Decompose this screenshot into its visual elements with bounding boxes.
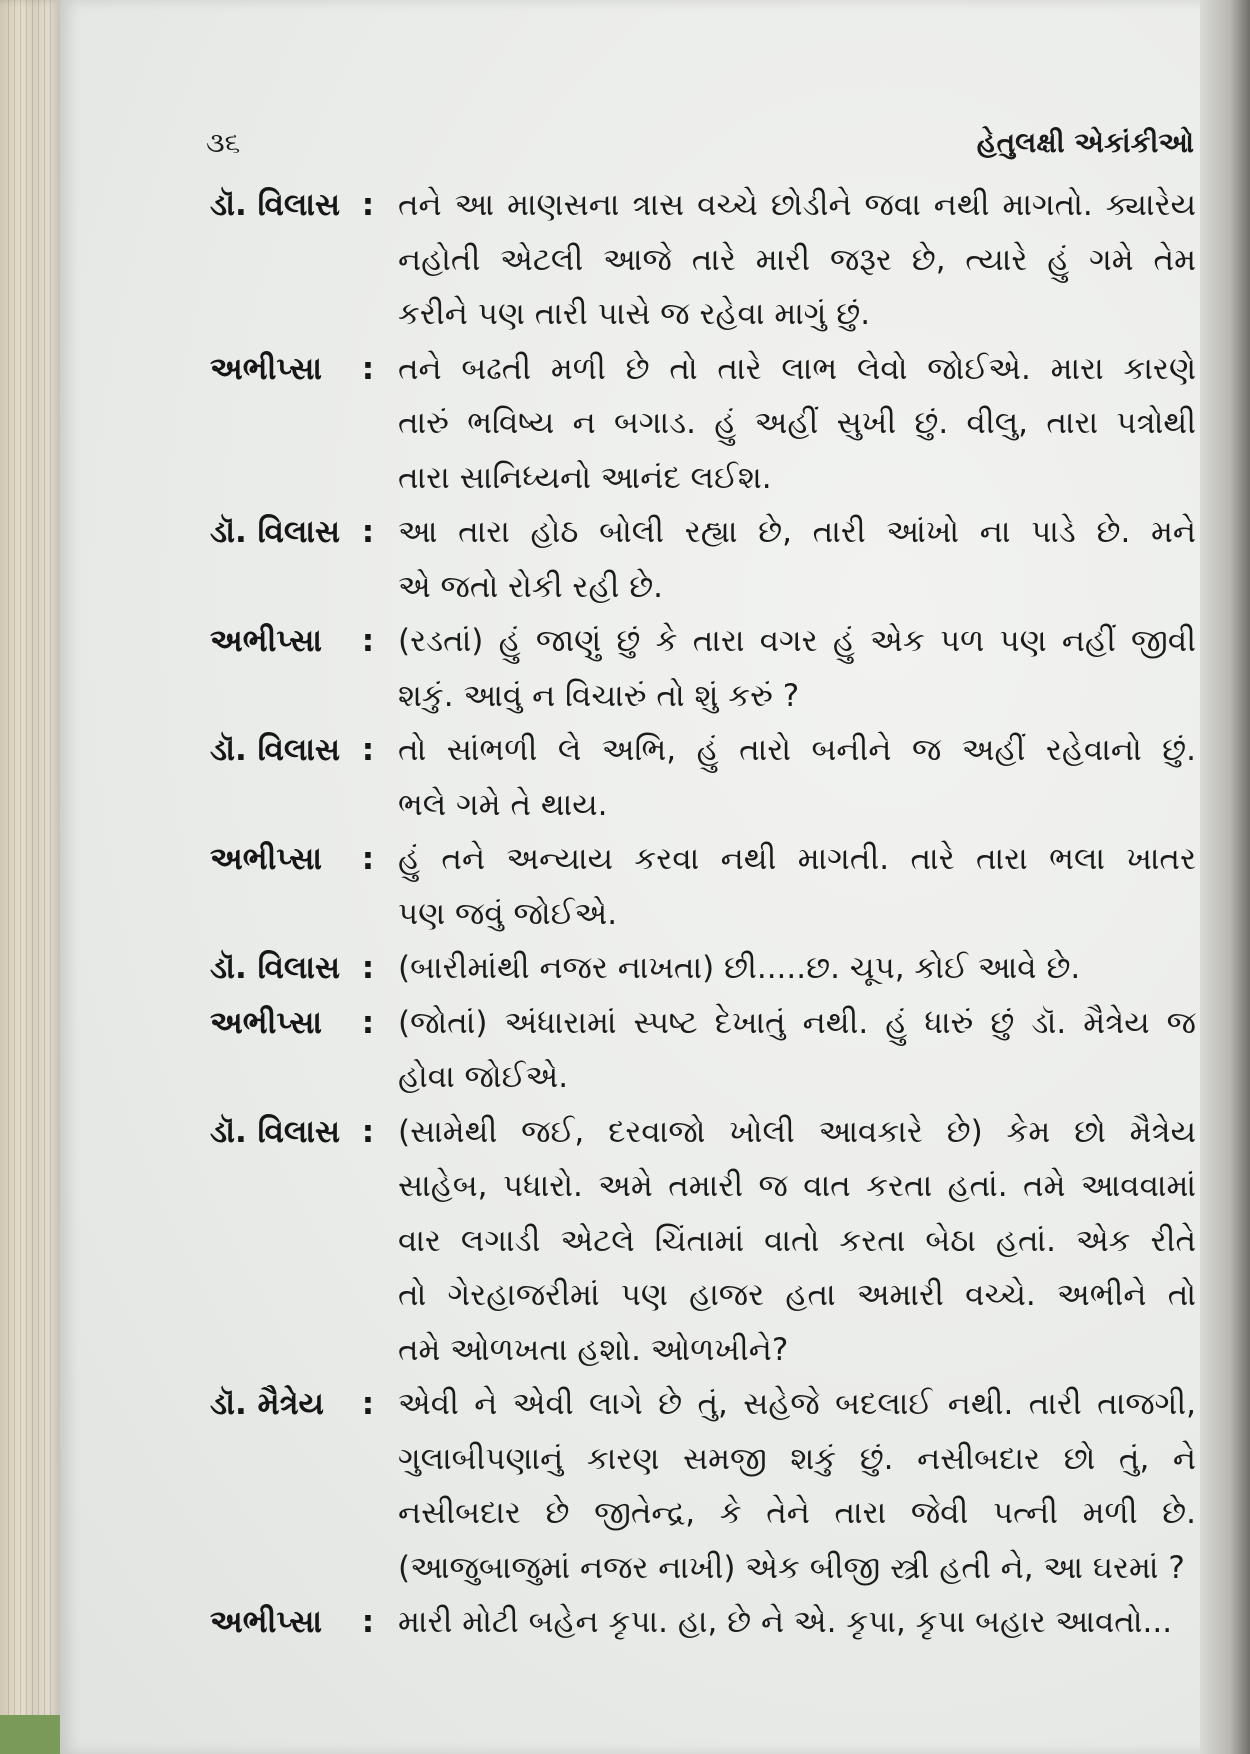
speech-line: તને આ માણસના ત્રાસ વચ્ચે છોડીને જવા નથી માગતો. ક્યારેય: [398, 187, 1196, 223]
speaker-colon: :: [361, 1004, 375, 1041]
speaker-name: અભીપ્સા: [210, 623, 323, 659]
speaker-name: અભીપ્સા: [210, 350, 323, 387]
dialogue-entry: [210, 1377, 1196, 1595]
speaker-colon: :: [361, 514, 375, 550]
speaker-name: અભીપ્સા: [210, 841, 323, 877]
speech-line: (જોતાં) અંધારામાં સ્પષ્ટ દેખાતું નથી. હું ધારું છું ડૉ. મૈત્રેય જ: [398, 1004, 1196, 1041]
speaker-name: ડૉ. વિલાસ: [210, 1113, 341, 1150]
speech-text: [398, 832, 1196, 941]
page-header: [206, 126, 1194, 166]
speech-line: (બારીમાંથી નજર નાખતા) છી.....છ. ચૂપ, કોઈ આવે છે.: [398, 950, 1081, 986]
speech-text: [398, 342, 1196, 506]
speech-line: પણ જવું જોઈએ.: [398, 895, 618, 932]
speaker-colon: :: [361, 950, 375, 986]
speaker-colon: :: [361, 350, 375, 387]
speaker-colon: :: [361, 187, 375, 223]
page-number: ૩૬: [206, 126, 241, 159]
dialogue-entry: [210, 342, 1196, 506]
speech-line: (આજુબાજુમાં નજર નાખી) એક બીજી સ્ત્રી હતી ને, આ ઘરમાં ?: [398, 1549, 1185, 1586]
speaker-name: અભીપ્સા: [210, 1604, 323, 1640]
dialogue-entry: [210, 941, 1196, 996]
speech-line: નસીબદાર છે જીતેન્દ્ર, કે તેને તારા જેવી પત્ની મળી છે.: [398, 1495, 1196, 1531]
speech-line: હોવા જોઈએ.: [398, 1059, 569, 1095]
speech-line: તને બઢતી મળી છે તો તારે લાભ લેવો જોઈએ. મારા કારણે: [398, 350, 1196, 387]
speech-text: [398, 723, 1196, 832]
speaker-colon: :: [361, 732, 375, 768]
speech-line: એવી ને એવી લાગે છે તું, સહેજે બદલાઈ નથી. તારી તાજગી,: [398, 1386, 1196, 1422]
speech-line: (સામેથી જઈ, દરવાજો ખોલી આવકારે છે) કેમ છો મૈત્રેય: [398, 1113, 1196, 1150]
speaker-name: ડૉ. વિલાસ: [210, 950, 341, 986]
speech-text: [398, 614, 1196, 723]
speaker-name: અભીપ્સા: [210, 1004, 323, 1041]
speech-line: વાર લગાડી એટલે ચિંતામાં વાતો કરતા બેઠા હતાં. એક રીતે: [398, 1222, 1196, 1259]
speech-line: આ તારા હોઠ બોલી રહ્યા છે, તારી આંખો ના પાડે છે. મને: [398, 514, 1196, 550]
speech-text: [398, 178, 1196, 342]
speaker-name: ડૉ. મૈત્રેય: [210, 1386, 324, 1422]
speech-line: કરીને પણ તારી પાસે જ રહેવા માગું છું.: [398, 296, 871, 332]
speech-line: તારું ભવિષ્ય ન બગાડ. હું અહીં સુખી છું. વીલુ, તારા પત્રોથી: [398, 405, 1196, 441]
dialogue-entry: [210, 832, 1196, 941]
book-right-edge: [1200, 0, 1250, 1754]
dialogue-body: [210, 178, 1196, 1650]
speech-text: [398, 505, 1196, 614]
speech-line: તો સાંભળી લે અભિ, હું તારો બનીને જ અહીં રહેવાનો છું.: [398, 732, 1196, 768]
speech-line: ભલે ગમે તે થાય.: [398, 786, 608, 823]
speech-line: તો ગેરહાજરીમાં પણ હાજર હતા અમારી વચ્ચે. અભીને તો: [398, 1277, 1196, 1313]
dialogue-entry: [210, 1105, 1196, 1378]
speaker-colon: :: [361, 1113, 375, 1150]
speech-line: શકું. આવું ન વિચારું તો શું કરું ?: [398, 677, 800, 714]
speech-line: તારા સાનિધ્યનો આનંદ લઈશ.: [398, 459, 772, 496]
book-cover-edge: [0, 1715, 60, 1754]
speaker-colon: :: [361, 1604, 375, 1640]
dialogue-entry: [210, 723, 1196, 832]
speech-line: મારી મોટી બહેન કૃપા. હા, છે ને એ. કૃપા, કૃપા બહાર આવતો...: [398, 1604, 1173, 1640]
speech-line: એ જતો રોકી રહી છે.: [398, 568, 664, 605]
dialogue-entry: [210, 178, 1196, 342]
dialogue-entry: [210, 505, 1196, 614]
speech-text: [398, 941, 1196, 996]
speech-line: સાહેબ, પધારો. અમે તમારી જ વાત કરતા હતાં. તમે આવવામાં: [398, 1168, 1196, 1204]
speech-line: હું તને અન્યાય કરવા નથી માગતી. તારે તારા ભલા ખાતર: [398, 841, 1196, 877]
speech-line: નહોતી એટલી આજે તારે મારી જરૂર છે, ત્યારે હું ગમે તેમ: [398, 241, 1196, 278]
speaker-colon: :: [361, 623, 375, 659]
book-page-stack: [0, 0, 60, 1754]
dialogue-entry: [210, 614, 1196, 723]
speech-text: [398, 1105, 1196, 1378]
speaker-name: ડૉ. વિલાસ: [210, 514, 341, 550]
speech-text: [398, 1595, 1196, 1650]
speech-line: ગુલાબીપણાનું કારણ સમજી શકું છું. નસીબદાર છો તું, ને: [398, 1440, 1196, 1477]
running-title: હેતુલક્ષી એકાંકીઓ: [976, 126, 1194, 159]
speech-text: [398, 1377, 1196, 1595]
dialogue-entry: [210, 996, 1196, 1105]
speaker-colon: :: [361, 841, 375, 877]
speaker-name: ડૉ. વિલાસ: [210, 187, 341, 223]
dialogue-entry: [210, 1595, 1196, 1650]
speaker-colon: :: [361, 1386, 375, 1422]
speech-line: તમે ઓળખતા હશો. ઓળખીને?: [398, 1331, 789, 1368]
speech-text: [398, 996, 1196, 1105]
speech-line: (રડતાં) હું જાણું છું કે તારા વગર હું એક પળ પણ નહીં જીવી: [398, 623, 1196, 659]
speaker-name: ડૉ. વિલાસ: [210, 732, 341, 768]
